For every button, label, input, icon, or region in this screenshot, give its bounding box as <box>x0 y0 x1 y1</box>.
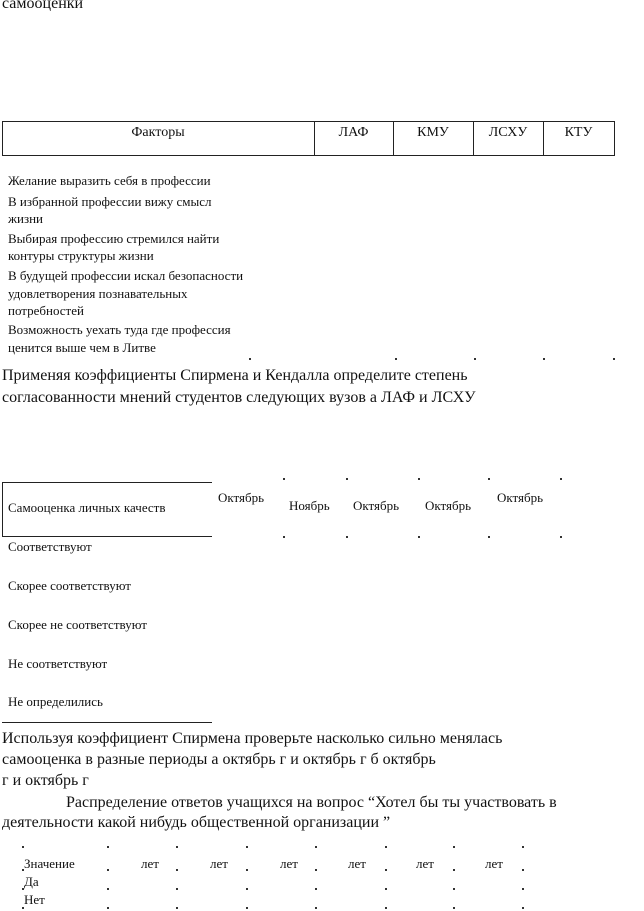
table-row-label: Нет <box>24 892 45 907</box>
years-header: лет <box>210 856 228 871</box>
column-header: Октябрь <box>353 498 400 513</box>
column-header: Октябрь <box>497 490 544 505</box>
years-header: лет <box>280 856 298 871</box>
page-fragment-text: самооценки <box>2 0 84 12</box>
self-esteem-header: Самооценка личных качеств <box>8 500 166 515</box>
value-header: Значение <box>24 856 75 871</box>
factor-line: В избранной профессии вижу смысл <box>8 194 212 209</box>
table-row-label: Да <box>24 874 39 889</box>
table-row-label: Скорее не соответствуют <box>8 617 147 632</box>
table-row-label: Не определились <box>8 694 103 709</box>
years-header: лет <box>485 856 503 871</box>
distribution-title: деятельности какой нибудь общественной организации ” <box>2 814 391 831</box>
column-header: Октябрь <box>218 490 265 505</box>
task-text: Используя коэффициент Спирмена проверьте насколько сильно менялась <box>2 730 503 747</box>
factor-line: Возможность уехать туда где профессия <box>8 322 231 337</box>
column-header: Октябрь <box>425 498 472 513</box>
factor-line: Выбирая профессию стремился найти <box>8 231 220 246</box>
task-text: г и октябрь г <box>2 772 89 789</box>
table-row-label: Соответствуют <box>8 539 92 554</box>
header-kmu: КМУ <box>417 125 449 140</box>
years-header: лет <box>348 856 366 871</box>
header-ktu: КТУ <box>564 125 593 140</box>
years-header: лет <box>416 856 434 871</box>
factor-line: потребностей <box>8 303 84 318</box>
table-row-label: Не соответствуют <box>8 656 108 671</box>
column-header: Ноябрь <box>289 498 330 513</box>
task-text: самооценка в разные периоды а октябрь г и октябрь г б октябрь <box>2 751 436 768</box>
header-factors: Факторы <box>131 125 185 140</box>
header-lshu: ЛСХУ <box>488 125 528 140</box>
distribution-title: Распределение ответов учащихся на вопрос “Хотел бы ты участвовать в <box>66 794 557 811</box>
factor-line: Желание выразить себя в профессии <box>8 173 211 188</box>
table-row-label: Скорее соответствуют <box>8 578 131 593</box>
factor-line: контуры структуры жизни <box>8 248 154 263</box>
factor-line: ценится выше чем в Литве <box>8 340 156 355</box>
years-header: лет <box>141 856 159 871</box>
task-text: Применяя коэффициенты Спирмена и Кендалла определите степень <box>2 367 468 384</box>
header-laf: ЛАФ <box>338 125 369 140</box>
task-text: согласованности мнений студентов следующих вузов а ЛАФ и ЛСХУ <box>2 389 476 406</box>
factor-line: жизни <box>8 211 43 226</box>
factor-line: удовлетворения познавательных <box>8 286 188 301</box>
factor-line: В будущей профессии искал безопасности <box>8 268 244 283</box>
